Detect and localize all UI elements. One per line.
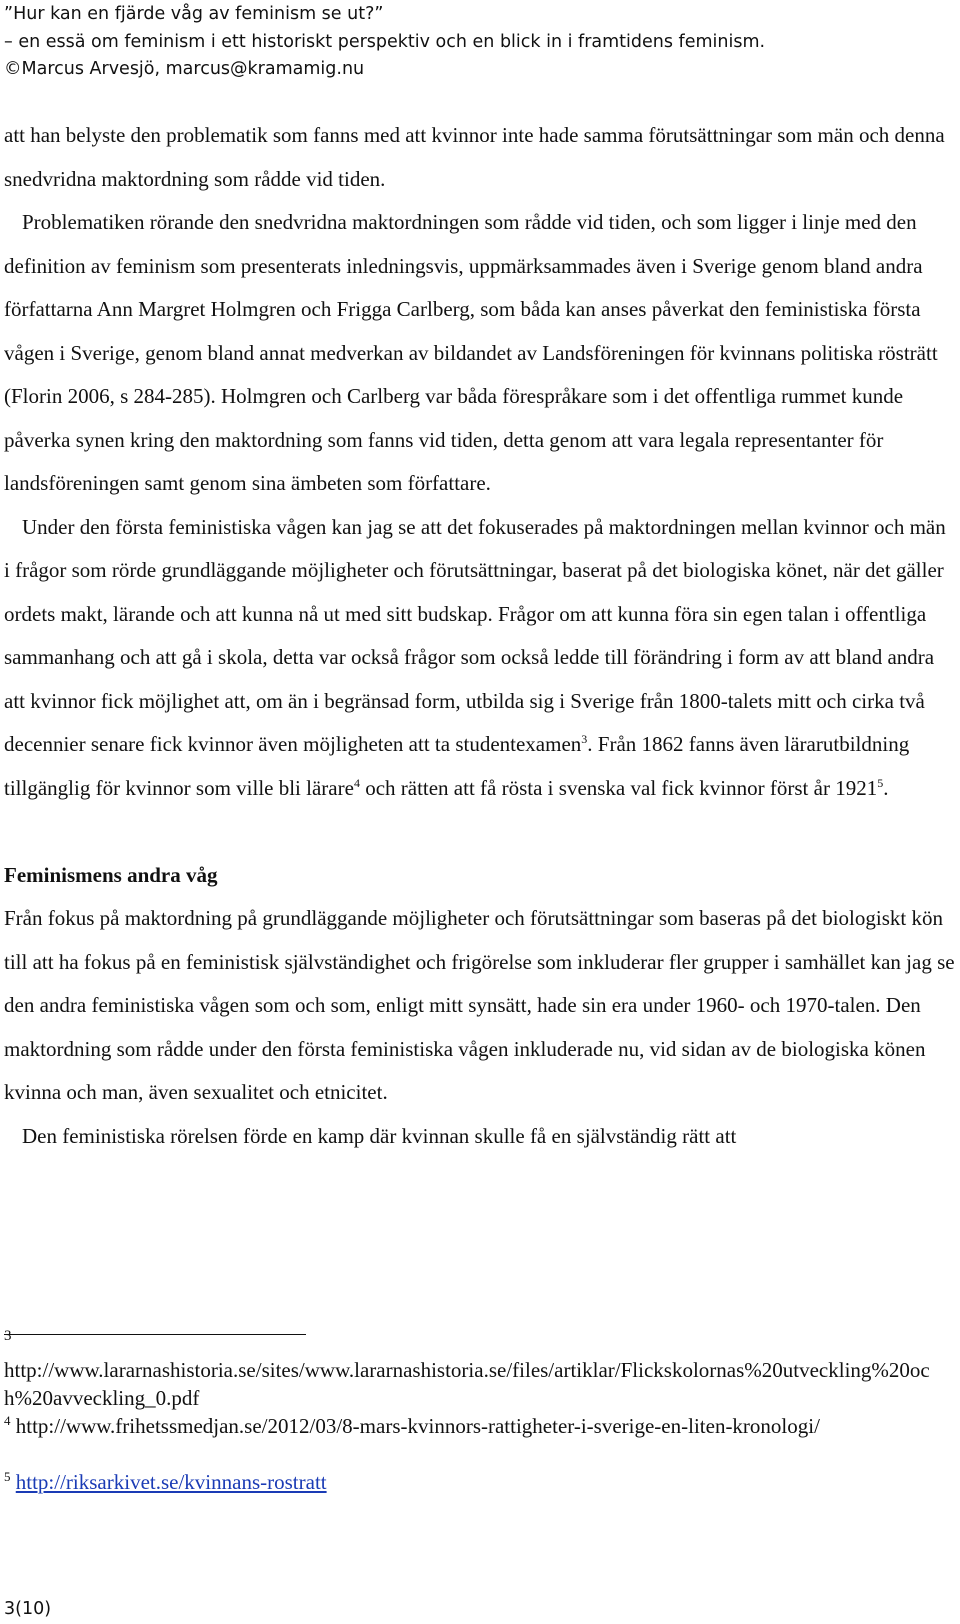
footnote-ref-5[interactable]: 5 xyxy=(877,775,884,790)
footnote-5-link[interactable]: http://riksarkivet.se/kvinnans-rostratt xyxy=(15,1470,327,1494)
footnote-4-number: 4 xyxy=(4,1413,11,1428)
footnote-3-url: http://www.lararnashistoria.se/sites/www.lararnashistoria.se/files/artiklar/Flickskolornas%20utveckling%20och%20avveckling_0.pdf xyxy=(4,1358,930,1410)
footnote-3 xyxy=(4,1356,956,1412)
footnote-5-number: 5 xyxy=(4,1469,11,1484)
page-number: 3(10) xyxy=(4,1599,52,1619)
body-text xyxy=(4,114,956,1158)
paragraph-3-text-d: . xyxy=(883,775,889,800)
document-subtitle: – en essä om feminism i ett historiskt perspektiv och en blick in i framtidens feminism. xyxy=(4,32,766,52)
paragraph-2: Problematiken rörande den snedvridna maktordningen som rådde vid tiden, och som ligger i linje med den definition av feminism som presenterats inledningsvis, uppmärksammades även i Sverige genom bland andra författarna Ann Margret Holmgren och Frigga Carlberg, som båda kan anses påverkat den feministiska första vågen i Sverige, genom bland annat medverkan av bildandet av Landsföreningen för kvinnans politiska rösträtt (Florin 2006, s 284-285). Holmgren och Carlberg var båda förespråkare som i det offentliga rummet kunde påverka synen kring den maktordning som fanns vid tiden, detta genom att vara legala representanter för landsföreningen samt genom sina ämbeten som författare. xyxy=(4,210,938,495)
paragraph-1: att han belyste den problematik som fanns med att kvinnor inte hade samma förutsättningar som män och denna snedvridna maktordning som rådde vid tiden. xyxy=(4,123,945,191)
footnote-5 xyxy=(4,1468,956,1496)
document-title: ”Hur kan en fjärde våg av feminism se ut?” xyxy=(4,4,384,24)
paragraph-3-text-a: Under den första feministiska vågen kan jag se att det fokuserades på maktordningen mellan kvinnor och män i frågor som rörde grundläggande möjligheter och förutsättningar, baserat på det biologiska könet, när det gäller ordets makt, lärande och att kunna nå ut med sitt budskap. Frågor om att kunna föra sin egen talan i offentliga sammanhang och att gå i skola, detta var också frågor som också ledde till förändring i form av att bland andra att kvinnor fick möjlighet att, om än i begränsad form, utbilda sig i Sverige från 1800-talets mitt och cirka två decennier senare fick kvinnor även möjligheten att ta studentexamen xyxy=(4,514,946,756)
author-line: ©Marcus Arvesjö, marcus@kramamig.nu xyxy=(4,59,365,79)
paragraph-3-text-c: och rätten att få rösta i svenska val fick kvinnor först år 1921 xyxy=(359,775,878,800)
footnote-4 xyxy=(4,1412,956,1440)
spacer-line xyxy=(4,810,956,854)
footnote-ref-3[interactable]: 3 xyxy=(581,732,588,746)
footnote-ref-4[interactable]: 4 xyxy=(353,775,360,790)
paragraph-3 xyxy=(4,506,956,811)
footnote-4-url: http://www.frihetssmedjan.se/2012/03/8-mars-kvinnors-rattigheter-i-sverige-en-liten-kronologi/ xyxy=(10,1414,820,1438)
section-heading: Feminismens andra våg xyxy=(4,862,218,887)
paragraph-4: Från fokus på maktordning på grundläggande möjligheter och förutsättningar som baseras på det biologiskt kön till att ha fokus på en feministisk självständighet och frigörelse som inkluderar fler grupper i samhället kan jag se den andra feministiska vågen som och som, enligt mitt synsätt, hade sin era under 1960- och 1970-talen. Den maktordning som rådde under den första feministiska vågen inkluderade nu, vid sidan av de biologiska könen kvinna och man, även sexualitet och etnicitet. xyxy=(4,906,955,1104)
footnote-3-number: 3 xyxy=(4,1328,12,1344)
paragraph-5: Den feministiska rörelsen förde en kamp där kvinnan skulle få en självständig rätt att xyxy=(22,1123,737,1148)
paragraph-3-text-b: . Från 1862 fanns även lärarutbildning tillgänglig för kvinnor som ville bli lärare xyxy=(4,732,910,800)
